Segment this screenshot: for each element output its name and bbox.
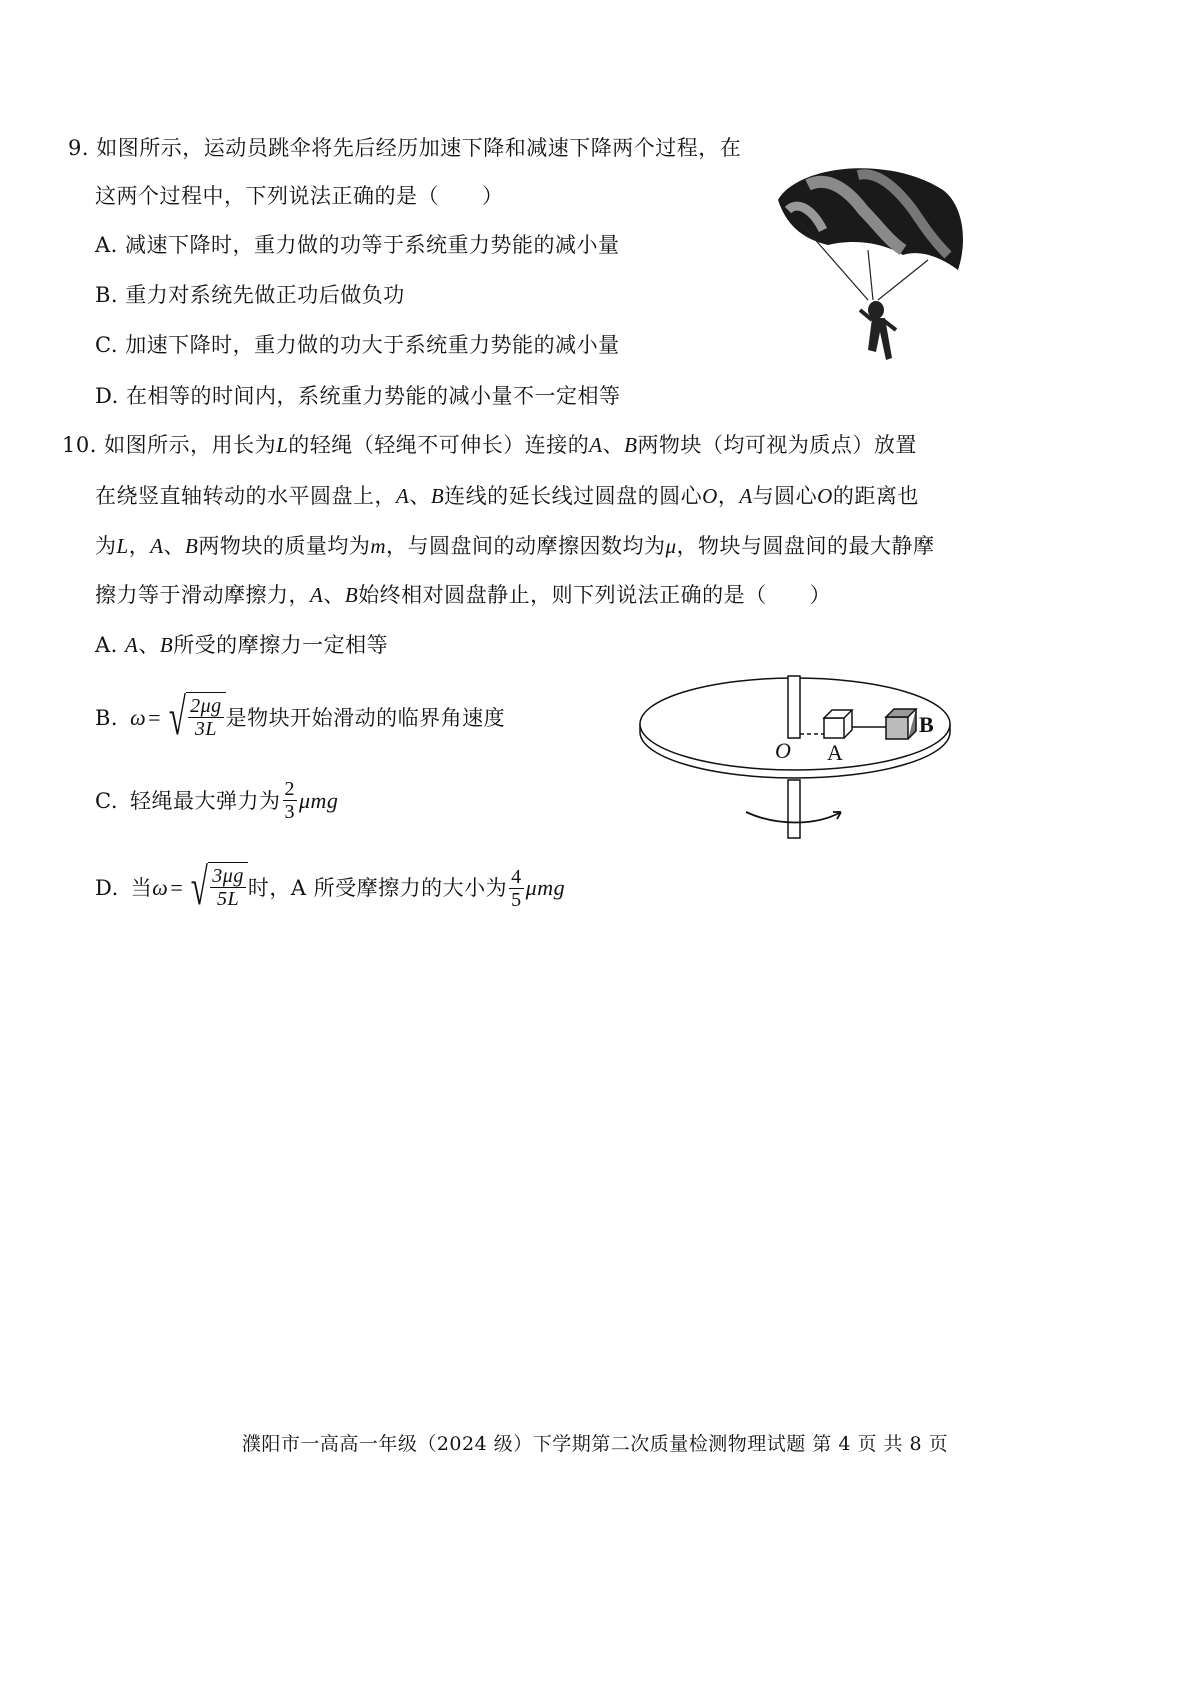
q10-option-c-tail: μmg bbox=[299, 787, 339, 813]
q10-option-d-den: 5L bbox=[216, 888, 240, 910]
q9-number: 9. bbox=[68, 136, 90, 160]
q10-option-d-frac2 bbox=[509, 866, 524, 911]
parachute-figure bbox=[768, 160, 968, 375]
q10-line4-sep: 、 bbox=[323, 583, 345, 607]
q10-line3-L: L bbox=[116, 534, 129, 558]
q10-line3-text2: ， bbox=[128, 534, 151, 558]
q9-option-c bbox=[95, 330, 620, 360]
q10-line2-A: A bbox=[396, 484, 410, 508]
q10-line4-A: A bbox=[310, 583, 324, 607]
q10-line3-mu: μ bbox=[665, 534, 677, 558]
q10-line1-B: B bbox=[624, 433, 638, 457]
q10-option-d-fden: 5 bbox=[511, 888, 522, 911]
q9-option-b-label: B. bbox=[95, 283, 119, 307]
q10-option-b-num: 2μg bbox=[190, 695, 222, 717]
q10-option-a-A: A bbox=[125, 633, 139, 657]
q9-option-a bbox=[95, 230, 620, 260]
q10-number: 10. bbox=[62, 433, 97, 457]
q9-option-c-text: 加速下降时，重力做的功大于系统重力势能的减小量 bbox=[125, 333, 620, 357]
q10-line4-B: B bbox=[344, 583, 359, 607]
q10-line2-text3: ， bbox=[717, 484, 740, 508]
q10-option-c-text: 轻绳最大弹力为 bbox=[130, 788, 281, 813]
label-o: O bbox=[775, 738, 791, 763]
q9-stem-text1: 如图所示，运动员跳伞将先后经历加速下降和减速下降两个过程，在 bbox=[96, 136, 742, 160]
q9-option-d bbox=[95, 381, 620, 411]
q10-line1-text1: 如图所示，用长为 bbox=[104, 433, 277, 457]
q10-option-d-eq: = bbox=[170, 875, 184, 900]
q10-option-a bbox=[95, 630, 388, 660]
q10-line2-text2: 连线的延长线过圆盘的圆心 bbox=[444, 484, 703, 508]
q10-option-c bbox=[95, 778, 338, 823]
q10-line3-text4: ，与圆盘间的动摩擦因数均为 bbox=[386, 534, 666, 558]
q10-line4-text1: 擦力等于滑动摩擦力， bbox=[95, 583, 310, 607]
q10-line3-text5: ，物块与圆盘间的最大静摩 bbox=[676, 534, 935, 558]
label-b: B bbox=[919, 712, 934, 737]
q10-option-c-num: 2 bbox=[284, 778, 295, 800]
q10-line3-sep: 、 bbox=[163, 534, 186, 558]
q10-option-d-pre: 当 bbox=[130, 876, 153, 900]
q9-option-d-label: D. bbox=[95, 384, 119, 408]
q10-option-a-sep: 、 bbox=[138, 633, 160, 657]
q10-line4-text2: 始终相对圆盘静止，则下列说法正确的是（ ） bbox=[358, 583, 832, 607]
q10-option-c-frac bbox=[283, 778, 298, 823]
q9-option-a-label: A. bbox=[95, 233, 118, 257]
q10-line3-text3: 两物块的质量均为 bbox=[198, 534, 371, 558]
q10-line1-text3: 两物块（均可视为质点）放置 bbox=[637, 433, 917, 457]
q10-line2-O1: O bbox=[702, 484, 718, 508]
q10-line3-text1: 为 bbox=[95, 534, 117, 558]
q10-line3-A: A bbox=[150, 534, 164, 558]
q10-line2-text4: 与圆心 bbox=[752, 484, 818, 508]
q10-option-d-fnum: 4 bbox=[511, 865, 522, 888]
q10-option-b-den: 3L bbox=[194, 718, 217, 740]
q10-option-a-B: B bbox=[159, 633, 174, 657]
q10-line2-text1: 在绕竖直轴转动的水平圆盘上， bbox=[95, 484, 396, 508]
q10-option-a-text: 所受的摩擦力一定相等 bbox=[173, 633, 389, 657]
q10-option-b-eq: = bbox=[148, 705, 162, 730]
q10-line1-sep: 、 bbox=[602, 433, 625, 457]
q10-option-b-label: B. bbox=[95, 706, 119, 730]
q9-option-a-text: 减速下降时，重力做的功等于系统重力势能的减小量 bbox=[125, 233, 620, 257]
q10-line2-text5: 的距离也 bbox=[832, 484, 919, 508]
q10-stem-line3 bbox=[95, 531, 935, 561]
page-footer: 濮阳市一高高一年级（2024 级）下学期第二次质量检测物理试题 第 4 页 共 8 页 bbox=[241, 1433, 949, 1455]
rotating-disk-figure bbox=[636, 672, 966, 842]
q10-option-d-tail: μmg bbox=[525, 875, 566, 900]
q10-option-c-label: C. bbox=[95, 788, 118, 813]
q10-option-d bbox=[95, 859, 566, 916]
q10-option-b-text: 是物块开始滑动的临界角速度 bbox=[225, 706, 506, 730]
q10-option-d-frac bbox=[210, 865, 246, 910]
q10-option-d-label: D. bbox=[95, 876, 119, 900]
q10-line2-O2: O bbox=[817, 484, 833, 508]
q9-option-c-label: C. bbox=[95, 333, 118, 357]
q10-option-d-sqrt: √ $\frac{3\mu g}{5L}$ bbox=[185, 862, 248, 914]
q10-line2-A2: A bbox=[739, 484, 753, 508]
axle-upper bbox=[788, 676, 800, 738]
q10-line3-m: m bbox=[370, 534, 387, 558]
q9-option-b-text: 重力对系统先做正功后做负功 bbox=[125, 283, 405, 307]
q10-option-d-mid: 时，A 所受摩擦力的大小为 bbox=[247, 876, 508, 900]
q10-line1-L: L bbox=[276, 433, 289, 457]
q10-stem-line2 bbox=[95, 481, 919, 511]
q10-option-d-omega: ω bbox=[152, 875, 169, 900]
q10-line2-sep: 、 bbox=[409, 484, 431, 508]
q10-line1-text2: 的轻绳（轻绳不可伸长）连接的 bbox=[288, 433, 590, 457]
q9-stem-line2: 这两个过程中，下列说法正确的是（ ） bbox=[95, 184, 504, 208]
q10-stem-line1 bbox=[62, 430, 917, 460]
q10-line2-B: B bbox=[430, 484, 445, 508]
q9-option-b bbox=[95, 280, 405, 310]
q10-line1-A: A bbox=[589, 433, 603, 457]
q10-option-b-frac bbox=[188, 695, 224, 740]
q10-option-b-omega: ω bbox=[130, 705, 147, 730]
q10-option-b bbox=[95, 689, 506, 746]
q10-stem-line4 bbox=[95, 580, 831, 610]
q9-option-d-text: 在相等的时间内，系统重力势能的减小量不一定相等 bbox=[125, 384, 621, 408]
q10-line3-B: B bbox=[185, 534, 199, 558]
label-a: A bbox=[827, 740, 843, 765]
q10-option-b-sqrt: √ $\frac{2\mu g}{3L}$ bbox=[163, 692, 226, 744]
axle-lower bbox=[788, 780, 800, 838]
q10-option-c-den: 3 bbox=[284, 801, 295, 823]
q10-option-a-label: A. bbox=[95, 633, 118, 657]
q9-stem-line1 bbox=[68, 133, 741, 163]
q10-option-d-num: 3μg bbox=[212, 865, 244, 887]
